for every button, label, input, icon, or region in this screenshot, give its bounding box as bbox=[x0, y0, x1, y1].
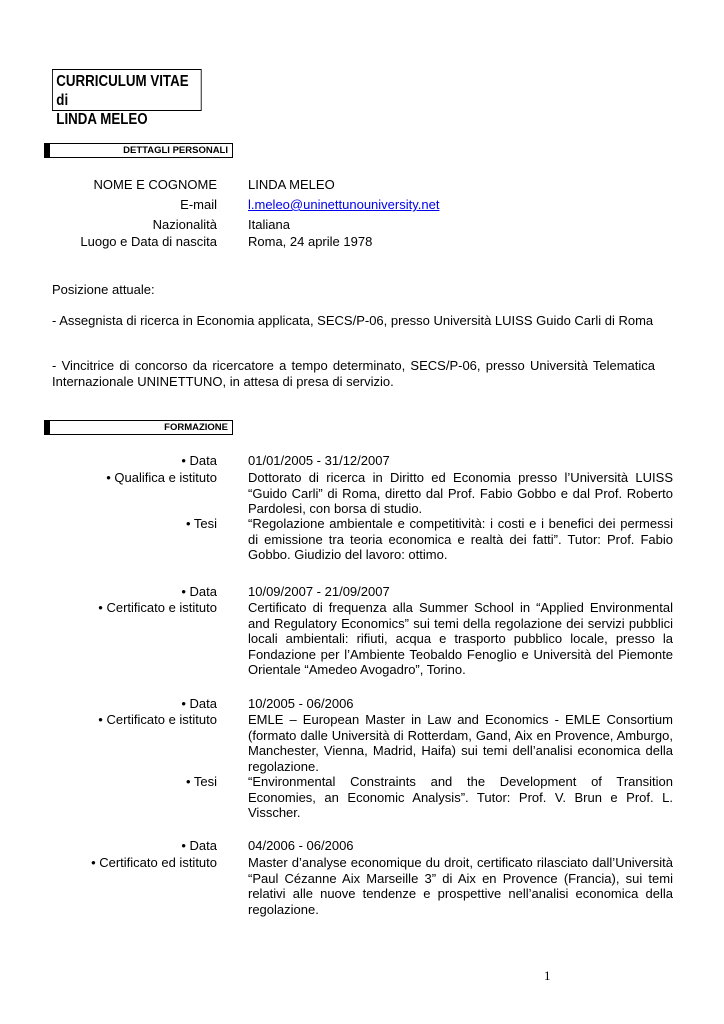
edu3-date: 10/2005 - 06/2006 bbox=[248, 696, 354, 711]
email-value bbox=[248, 197, 673, 212]
edu2-cert: Certificato di frequenza alla Summer School in “Applied Environmental and Regulatory Economics” sui temi della regolazione dei servizi pubblici locali ambientali: rifiuti, acqua e trasporto pubblico locale, presso la Fondazione per l’Ambiente Teobaldo Fenoglio e Università del Piemonte Orientale “Amedeo Avogadro”, Torino. bbox=[248, 600, 673, 677]
edu1-qual-label: • Qualifica e istituto bbox=[106, 470, 217, 485]
cv-title-line1: CURRICULUM VITAE di bbox=[56, 73, 189, 109]
birth-value: Roma, 24 aprile 1978 bbox=[248, 234, 373, 249]
position-item-2: - Vincitrice di concorso da ricercatore a tempo determinato, SECS/P-06, presso Università Telematica Internazionale UNINETTUNO, in attesa di presa di servizio. bbox=[52, 358, 655, 389]
edu2-date: 10/09/2007 - 21/09/2007 bbox=[248, 584, 390, 599]
cv-title bbox=[52, 69, 202, 128]
name-value: LINDA MELEO bbox=[248, 177, 335, 192]
position-heading: Posizione attuale: bbox=[52, 282, 155, 297]
email-label: E-mail bbox=[180, 197, 217, 212]
email-link[interactable]: l.meleo@uninettunouniversity.net bbox=[248, 197, 440, 212]
nationality-value: Italiana bbox=[248, 217, 290, 232]
edu1-thesis: “Regolazione ambientale e competitività: i costi e i benefici dei permessi di emissione tra teoria economica e realtà dei fatti”. Tutor: Prof. Fabio Gobbo. Giudizio del lavoro: ottimo. bbox=[248, 516, 673, 562]
page-number: 1 bbox=[544, 968, 551, 983]
edu4-cert: Master d’analyse economique du droit, certificato rilasciato dall’Università “Paul Cézanne Aix Marseille 3” di Aix en Provence (Francia), sui temi relativi alle nuove tendenze e prospettive nell’analisi economica della regolazione. bbox=[248, 855, 673, 917]
edu3-thesis: “Environmental Constraints and the Development of Transition Economies, an Economic Analysis”. Tutor: Prof. V. Brun e Prof. L. Visscher. bbox=[248, 774, 673, 820]
edu2-cert-label: • Certificato e istituto bbox=[98, 600, 217, 615]
section-header-personal: DETTAGLI PERSONALI bbox=[44, 143, 233, 158]
name-label: NOME E COGNOME bbox=[93, 177, 217, 192]
edu1-date-label: • Data bbox=[181, 453, 217, 468]
edu1-thesis-label: • Tesi bbox=[185, 516, 217, 531]
section-header-education: FORMAZIONE bbox=[44, 420, 233, 435]
edu1-qual: Dottorato di ricerca in Diritto ed Economia presso l’Università LUISS “Guido Carli” di Roma, diretto dal Prof. Fabio Gobbo e dal Prof. Roberto Pardolesi, con borsa di studio. bbox=[248, 470, 673, 516]
edu4-cert-label: • Certificato ed istituto bbox=[91, 855, 217, 870]
birth-label: Luogo e Data di nascita bbox=[80, 234, 217, 249]
edu1-date: 01/01/2005 - 31/12/2007 bbox=[248, 453, 390, 468]
cv-title-line2: LINDA MELEO bbox=[56, 111, 148, 128]
edu3-thesis-label: • Tesi bbox=[185, 774, 217, 789]
edu4-date: 04/2006 - 06/2006 bbox=[248, 838, 354, 853]
edu3-cert: EMLE – European Master in Law and Economics - EMLE Consortium (formato dalle Università di Rotterdam, Gand, Aix en Provence, Amburgo, Manchester, Vienna, Madrid, Haifa) sui temi dell’analisi economica della regolazione. bbox=[248, 712, 673, 774]
edu3-date-label: • Data bbox=[181, 696, 217, 711]
edu3-cert-label: • Certificato e istituto bbox=[98, 712, 217, 727]
edu2-date-label: • Data bbox=[181, 584, 217, 599]
edu4-date-label: • Data bbox=[181, 838, 217, 853]
nationality-label: Nazionalità bbox=[152, 217, 217, 232]
position-item-1: - Assegnista di ricerca in Economia applicata, SECS/P-06, presso Università LUISS Guido Carli di Roma bbox=[52, 313, 654, 328]
